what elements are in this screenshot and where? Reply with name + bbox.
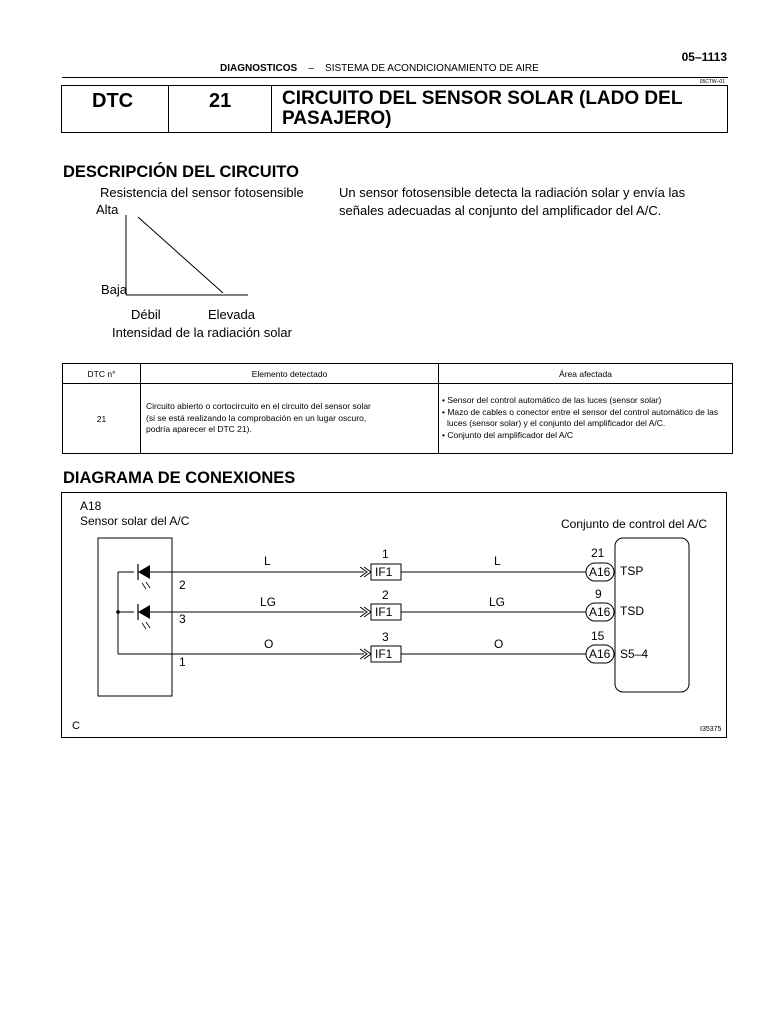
table-cell-code: 21 <box>63 384 141 454</box>
header-rule <box>62 77 728 78</box>
sensor-name: Sensor solar del A/C <box>80 514 190 528</box>
table-header-row <box>63 364 733 384</box>
dtc-title: CIRCUITO DEL SENSOR SOLAR (LADO DEL PASAJERO) <box>282 88 683 129</box>
ecu-terminal-label: S5–4 <box>620 647 649 661</box>
table-cell-element <box>141 384 439 454</box>
page-number: 05–1113 <box>681 50 727 64</box>
ecu-terminal-label: TSD <box>620 604 644 618</box>
graph-y-low: Baja <box>101 282 128 297</box>
junction-label: IF1 <box>375 605 393 619</box>
wire-color-label: LG <box>260 595 277 609</box>
area-item: • Conjunto del amplificador del A/C <box>442 430 732 442</box>
ecu-connector-label: A16 <box>589 647 611 661</box>
junction-pin-label: 3 <box>382 630 389 644</box>
sensor-id: A18 <box>80 499 102 513</box>
wire-color-label: O <box>264 637 274 651</box>
photodiode-1 <box>138 564 172 589</box>
wire-tsp <box>172 563 614 581</box>
area-item: • Mazo de cables o conector entre el sensor del control automático de las luces (sensor solar) y el conjunto del amplificador del A/C. <box>442 407 732 430</box>
corner-label: C <box>72 720 80 732</box>
running-header <box>220 63 539 74</box>
sensor-junction-dot <box>116 610 120 614</box>
wire-color-label: L <box>264 554 271 568</box>
doc-code: 05CTW–01 <box>699 79 725 85</box>
graph-x-high: Elevada <box>208 307 255 322</box>
ecu-pin-label: 9 <box>595 587 602 601</box>
photodiode-2 <box>138 604 172 629</box>
sensor-pin-label: 3 <box>179 612 186 626</box>
sensor-pin-label: 2 <box>179 578 186 592</box>
ecu-terminal-label: TSP <box>620 564 644 578</box>
graph-x-title: Intensidad de la radiación solar <box>112 325 292 340</box>
sensor-box <box>98 538 172 696</box>
junction-pin-label: 1 <box>382 547 389 561</box>
wire-tsd <box>172 603 614 621</box>
wiring-diagram-title: DIAGRAMA DE CONEXIONES <box>63 469 296 487</box>
junction-pin-label: 2 <box>382 588 389 602</box>
table-header-dtc: DTC n° <box>63 364 141 384</box>
resistance-graph <box>88 185 328 345</box>
wire-color-label: LG <box>489 595 506 609</box>
wire-color-label: L <box>494 554 501 568</box>
table-header-area: Área afectada <box>439 364 733 384</box>
graph-curve <box>138 217 223 293</box>
wiring-diagram <box>61 492 727 738</box>
table-row <box>63 384 733 454</box>
junction-label: IF1 <box>375 565 393 579</box>
table-header-element: Elemento detectado <box>141 364 439 384</box>
area-item: • Sensor del control automático de las luces (sensor solar) <box>442 395 732 407</box>
dtc-title-box <box>61 85 728 133</box>
area-list <box>439 394 732 443</box>
ecu-connector-label: A16 <box>589 565 611 579</box>
sensor-pin-label: 1 <box>179 655 186 669</box>
graph-y-title: Resistencia del sensor fotosensible <box>100 185 304 200</box>
table-cell-area <box>439 384 733 454</box>
element-line: Circuito abierto o cortocircuito en el circuito del sensor solar <box>146 401 371 412</box>
wire-s5-4 <box>172 645 614 663</box>
junction-label: IF1 <box>375 647 393 661</box>
wire-color-label: O <box>494 637 504 651</box>
graph-y-high: Alta <box>96 202 119 217</box>
element-line: podría aparecer el DTC 21). <box>146 424 252 435</box>
element-line: (si se está realizando la comprobación en un lugar oscuro, <box>146 412 367 423</box>
dtc-table <box>62 363 733 454</box>
ecu-pin-label: 21 <box>591 546 605 560</box>
header-separator: – <box>308 63 314 74</box>
graph-x-low: Débil <box>131 307 161 322</box>
header-subsection: SISTEMA DE ACONDICIONAMIENTO DE AIRE <box>325 63 539 74</box>
header-section: DIAGNOSTICOS <box>220 63 298 74</box>
circuit-description-text: Un sensor fotosensible detecta la radiación solar y envía las señales adecuadas al conjunto del amplificador del A/C. <box>339 185 686 218</box>
circuit-description-title: DESCRIPCIÓN DEL CIRCUITO <box>63 163 299 181</box>
ecu-connector-label: A16 <box>589 605 611 619</box>
figure-id: I35375 <box>700 726 722 733</box>
dtc-code: 21 <box>169 86 272 132</box>
ecu-name: Conjunto de control del A/C <box>561 517 708 531</box>
ecu-pin-label: 15 <box>591 629 605 643</box>
dtc-label: DTC <box>62 86 169 132</box>
